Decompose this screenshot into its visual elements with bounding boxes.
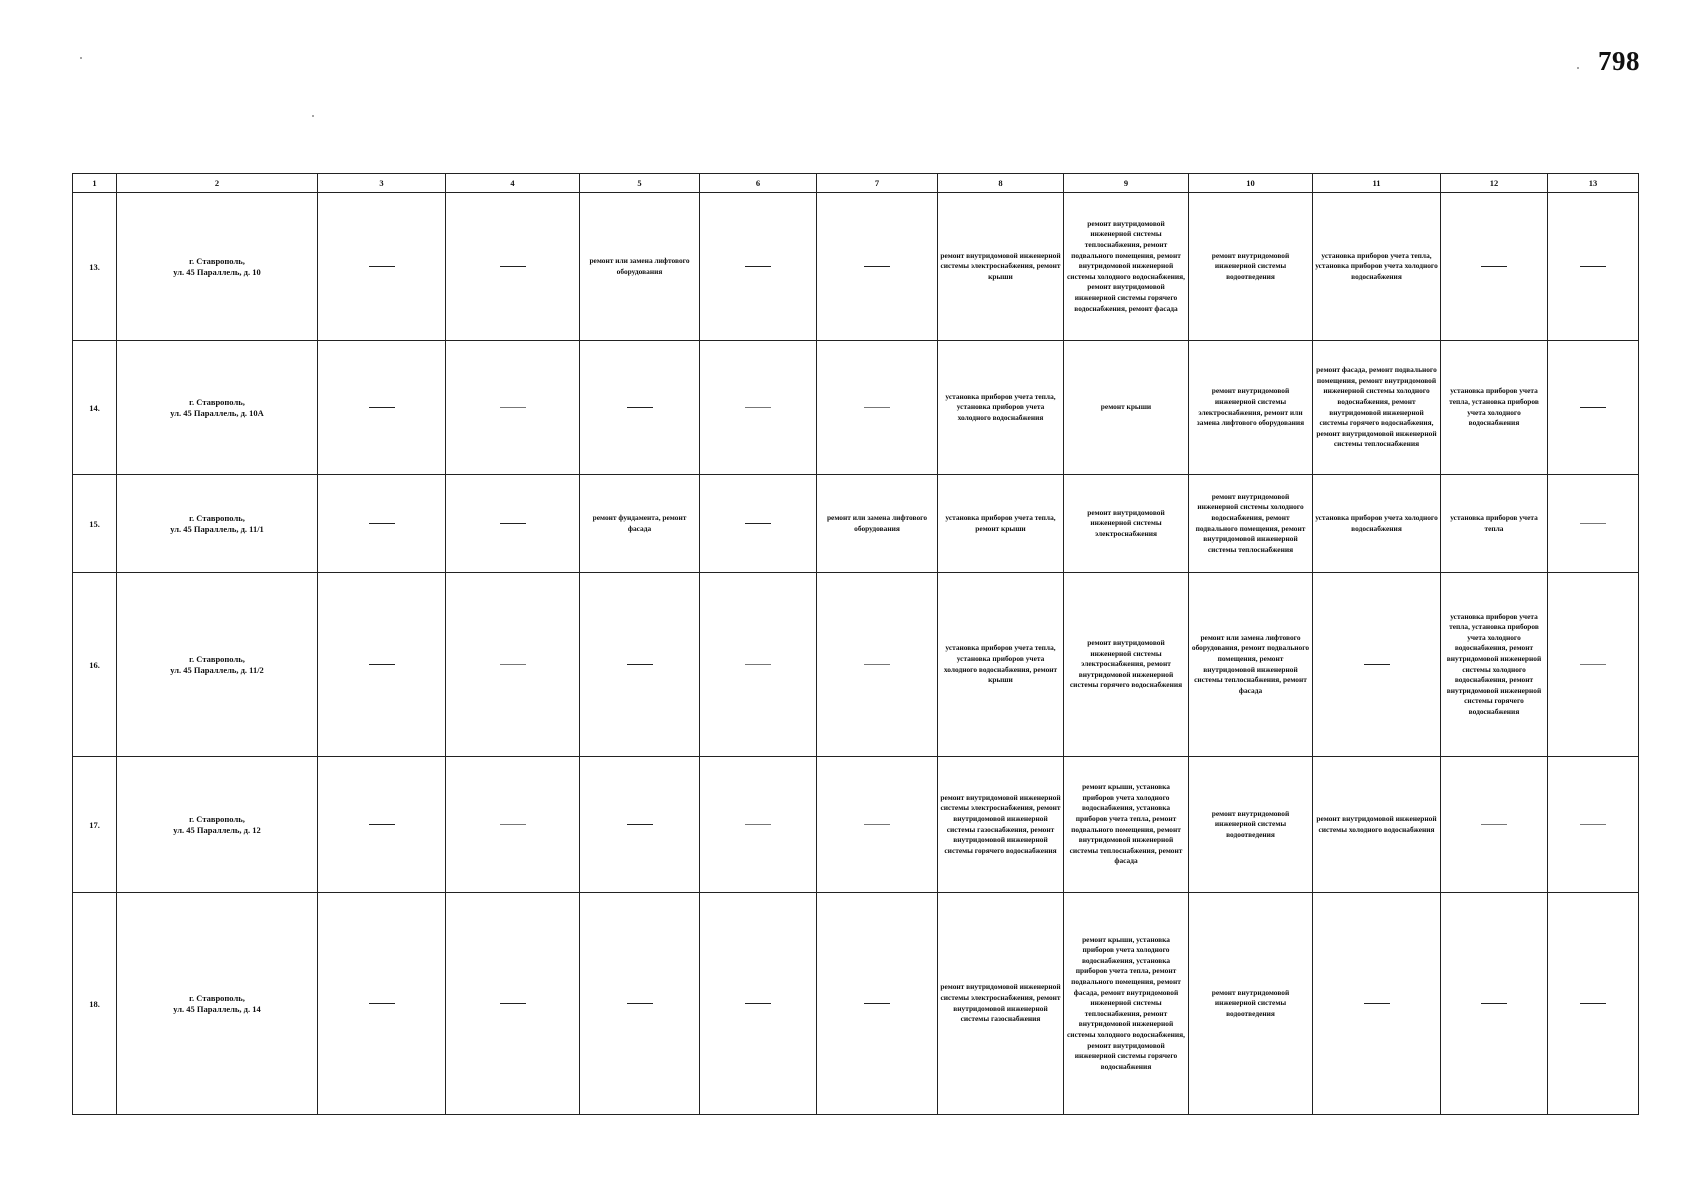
empty-cell [1441,193,1548,341]
dash-mark [1580,407,1606,408]
table-row [73,573,1639,757]
work-description-cell: установка приборов учета тепла, ремонт крыши [938,475,1064,573]
work-description-cell: ремонт или замена лифтового оборудования [817,475,938,573]
address-line: г. Ставрополь, [189,396,245,407]
dash-mark [745,407,771,408]
empty-cell [1548,193,1639,341]
dash-mark [627,824,653,825]
empty-cell [446,193,580,341]
work-description-cell: ремонт внутридомовой инженерной системы теплоснабжения, ремонт подвального помещения, ремонт внутридомовой инженерной системы холодного водоснабжения, ремонт внутридомовой инженерной системы горячего водоснабжения, ремонт фасада [1064,193,1189,341]
dash-mark [500,824,526,825]
work-description-cell: ремонт внутридомовой инженерной системы водоотведения [1189,893,1313,1115]
page-number: 798 [1598,46,1640,76]
empty-cell [446,475,580,573]
header-row [73,174,1639,193]
dash-mark [500,664,526,665]
work-description-cell: установка приборов учета тепла [1441,475,1548,573]
address-line: ул. 45 Параллель, д. 12 [173,824,261,835]
empty-cell [700,573,817,757]
empty-cell [817,757,938,893]
work-description-cell: ремонт крыши, установка приборов учета холодного водоснабжения, установка приборов учета тепла, ремонт подвального помещения, ремонт внутридомовой инженерной системы теплоснабжения, ремонт фасада [1064,757,1189,893]
dash-mark [864,824,890,825]
work-description-cell: ремонт внутридомовой инженерной системы электроснабжения, ремонт или замена лифтового оборудования [1189,341,1313,475]
work-description-cell: ремонт внутридомовой инженерной системы электроснабжения, ремонт внутридомовой инженерной системы горячего водоснабжения [1064,573,1189,757]
empty-cell [318,573,446,757]
scan-speck [312,115,314,117]
column-header-9: 9 [1064,174,1189,193]
column-header-2: 2 [117,174,318,193]
table-row [73,757,1639,893]
table-row [73,341,1639,475]
empty-cell [318,893,446,1115]
work-description-cell: ремонт крыши [1064,341,1189,475]
dash-mark [745,266,771,267]
address-line: ул. 45 Параллель, д. 10А [170,407,264,418]
dash-mark [745,523,771,524]
address-cell [117,573,318,757]
empty-cell [700,341,817,475]
dash-mark [745,664,771,665]
column-header-12: 12 [1441,174,1548,193]
row-number: 15. [73,475,117,573]
dash-mark [369,1003,395,1004]
work-description-cell: ремонт внутридомовой инженерной системы электроснабжения, ремонт внутридомовой инженерной системы газоснабжения [938,893,1064,1115]
dash-mark [864,664,890,665]
dash-mark [1364,1003,1390,1004]
empty-cell [580,341,700,475]
empty-cell [1548,757,1639,893]
empty-cell [580,757,700,893]
empty-cell [700,475,817,573]
work-description-cell: ремонт внутридомовой инженерной системы холодного водоснабжения, ремонт подвального помещения, ремонт внутридомовой инженерной системы теплоснабжения [1189,475,1313,573]
address-cell [117,757,318,893]
dash-mark [369,407,395,408]
column-header-1: 1 [73,174,117,193]
column-header-5: 5 [580,174,700,193]
work-description-cell: ремонт внутридомовой инженерной системы водоотведения [1189,193,1313,341]
dash-mark [1481,824,1507,825]
address-line: ул. 45 Параллель, д. 11/1 [170,523,264,534]
dash-mark [369,664,395,665]
dash-mark [627,407,653,408]
dash-mark [1580,523,1606,524]
work-description-cell: установка приборов учета тепла, установка приборов учета холодного водоснабжения [1441,341,1548,475]
address-line: г. Ставрополь, [189,813,245,824]
work-description-cell: ремонт внутридомовой инженерной системы электроснабжения, ремонт внутридомовой инженерной системы газоснабжения, ремонт внутридомовой инженерной системы горячего водоснабжения [938,757,1064,893]
scan-speck [1577,67,1579,69]
column-header-11: 11 [1313,174,1441,193]
dash-mark [1481,266,1507,267]
work-description-cell: ремонт внутридомовой инженерной системы электроснабжения, ремонт крыши [938,193,1064,341]
empty-cell [1548,573,1639,757]
work-description-cell: ремонт или замена лифтового оборудования [580,193,700,341]
empty-cell [318,193,446,341]
dash-mark [745,824,771,825]
column-header-6: 6 [700,174,817,193]
address-line: г. Ставрополь, [189,512,245,523]
dash-mark [745,1003,771,1004]
address-line: ул. 45 Параллель, д. 14 [173,1003,261,1014]
dash-mark [1580,266,1606,267]
column-header-8: 8 [938,174,1064,193]
row-number: 16. [73,573,117,757]
address-cell [117,475,318,573]
empty-cell [318,757,446,893]
dash-mark [627,664,653,665]
empty-cell [1548,893,1639,1115]
address-line: г. Ставрополь, [189,992,245,1003]
empty-cell [446,757,580,893]
work-description-cell: ремонт внутридомовой инженерной системы холодного водоснабжения [1313,757,1441,893]
work-description-cell: установка приборов учета холодного водоснабжения [1313,475,1441,573]
empty-cell [817,893,938,1115]
empty-cell [446,341,580,475]
dash-mark [627,1003,653,1004]
dash-mark [864,266,890,267]
empty-cell [318,341,446,475]
repair-schedule-table [72,173,1639,1115]
dash-mark [369,824,395,825]
dash-mark [369,523,395,524]
empty-cell [1441,893,1548,1115]
table-row [73,193,1639,341]
column-header-4: 4 [446,174,580,193]
dash-mark [369,266,395,267]
empty-cell [318,475,446,573]
work-description-cell: ремонт или замена лифтового оборудования, ремонт подвального помещения, ремонт внутридомовой инженерной системы теплоснабжения, ремонт фасада [1189,573,1313,757]
column-header-7: 7 [817,174,938,193]
work-description-cell: установка приборов учета тепла, установка приборов учета холодного водоснабжения [1313,193,1441,341]
work-description-cell: ремонт фасада, ремонт подвального помещения, ремонт внутридомовой инженерной системы холодного водоснабжения, ремонт внутридомовой инженерной системы горячего водоснабжения, ремонт внутридомовой инженерной системы теплоснабжения [1313,341,1441,475]
dash-mark [864,407,890,408]
dash-mark [500,266,526,267]
column-header-13: 13 [1548,174,1639,193]
work-description-cell: установка приборов учета тепла, установка приборов учета холодного водоснабжения, ремонт крыши [938,573,1064,757]
work-description-cell: ремонт внутридомовой инженерной системы электроснабжения [1064,475,1189,573]
dash-mark [1580,824,1606,825]
empty-cell [580,893,700,1115]
empty-cell [817,341,938,475]
row-number: 18. [73,893,117,1115]
address-cell [117,193,318,341]
empty-cell [446,573,580,757]
table-row [73,893,1639,1115]
dash-mark [500,1003,526,1004]
dash-mark [1580,1003,1606,1004]
empty-cell [1313,573,1441,757]
dash-mark [1481,1003,1507,1004]
address-line: г. Ставрополь, [189,255,245,266]
address-line: ул. 45 Параллель, д. 10 [173,266,261,277]
dash-mark [1580,664,1606,665]
empty-cell [817,193,938,341]
work-description-cell: установка приборов учета тепла, установка приборов учета холодного водоснабжения, ремонт внутридомовой инженерной системы холодного водоснабжения, ремонт внутридомовой инженерной системы горячего водоснабжения [1441,573,1548,757]
empty-cell [446,893,580,1115]
empty-cell [700,893,817,1115]
table-body [73,193,1639,1115]
dash-mark [864,1003,890,1004]
work-description-cell: ремонт фундамента, ремонт фасада [580,475,700,573]
row-number: 14. [73,341,117,475]
row-number: 17. [73,757,117,893]
empty-cell [1441,757,1548,893]
address-line: ул. 45 Параллель, д. 11/2 [170,664,264,675]
row-number: 13. [73,193,117,341]
address-line: г. Ставрополь, [189,653,245,664]
dash-mark [1364,664,1390,665]
work-description-cell: ремонт крыши, установка приборов учета холодного водоснабжения, установка приборов учета тепла, ремонт подвального помещения, ремонт фасада, ремонт внутридомовой инженерной системы теплоснабжения, ремонт внутридомовой инженерной системы холодного водоснабжения, ремонт внутридомовой инженерной системы горячего водоснабжения [1064,893,1189,1115]
address-cell [117,341,318,475]
column-header-10: 10 [1189,174,1313,193]
empty-cell [1313,893,1441,1115]
work-description-cell: установка приборов учета тепла, установка приборов учета холодного водоснабжения [938,341,1064,475]
empty-cell [700,193,817,341]
work-description-cell: ремонт внутридомовой инженерной системы водоотведения [1189,757,1313,893]
column-header-3: 3 [318,174,446,193]
dash-mark [500,407,526,408]
scan-speck [80,57,82,59]
empty-cell [817,573,938,757]
empty-cell [700,757,817,893]
empty-cell [580,573,700,757]
empty-cell [1548,475,1639,573]
dash-mark [500,523,526,524]
empty-cell [1548,341,1639,475]
table-row [73,475,1639,573]
address-cell [117,893,318,1115]
